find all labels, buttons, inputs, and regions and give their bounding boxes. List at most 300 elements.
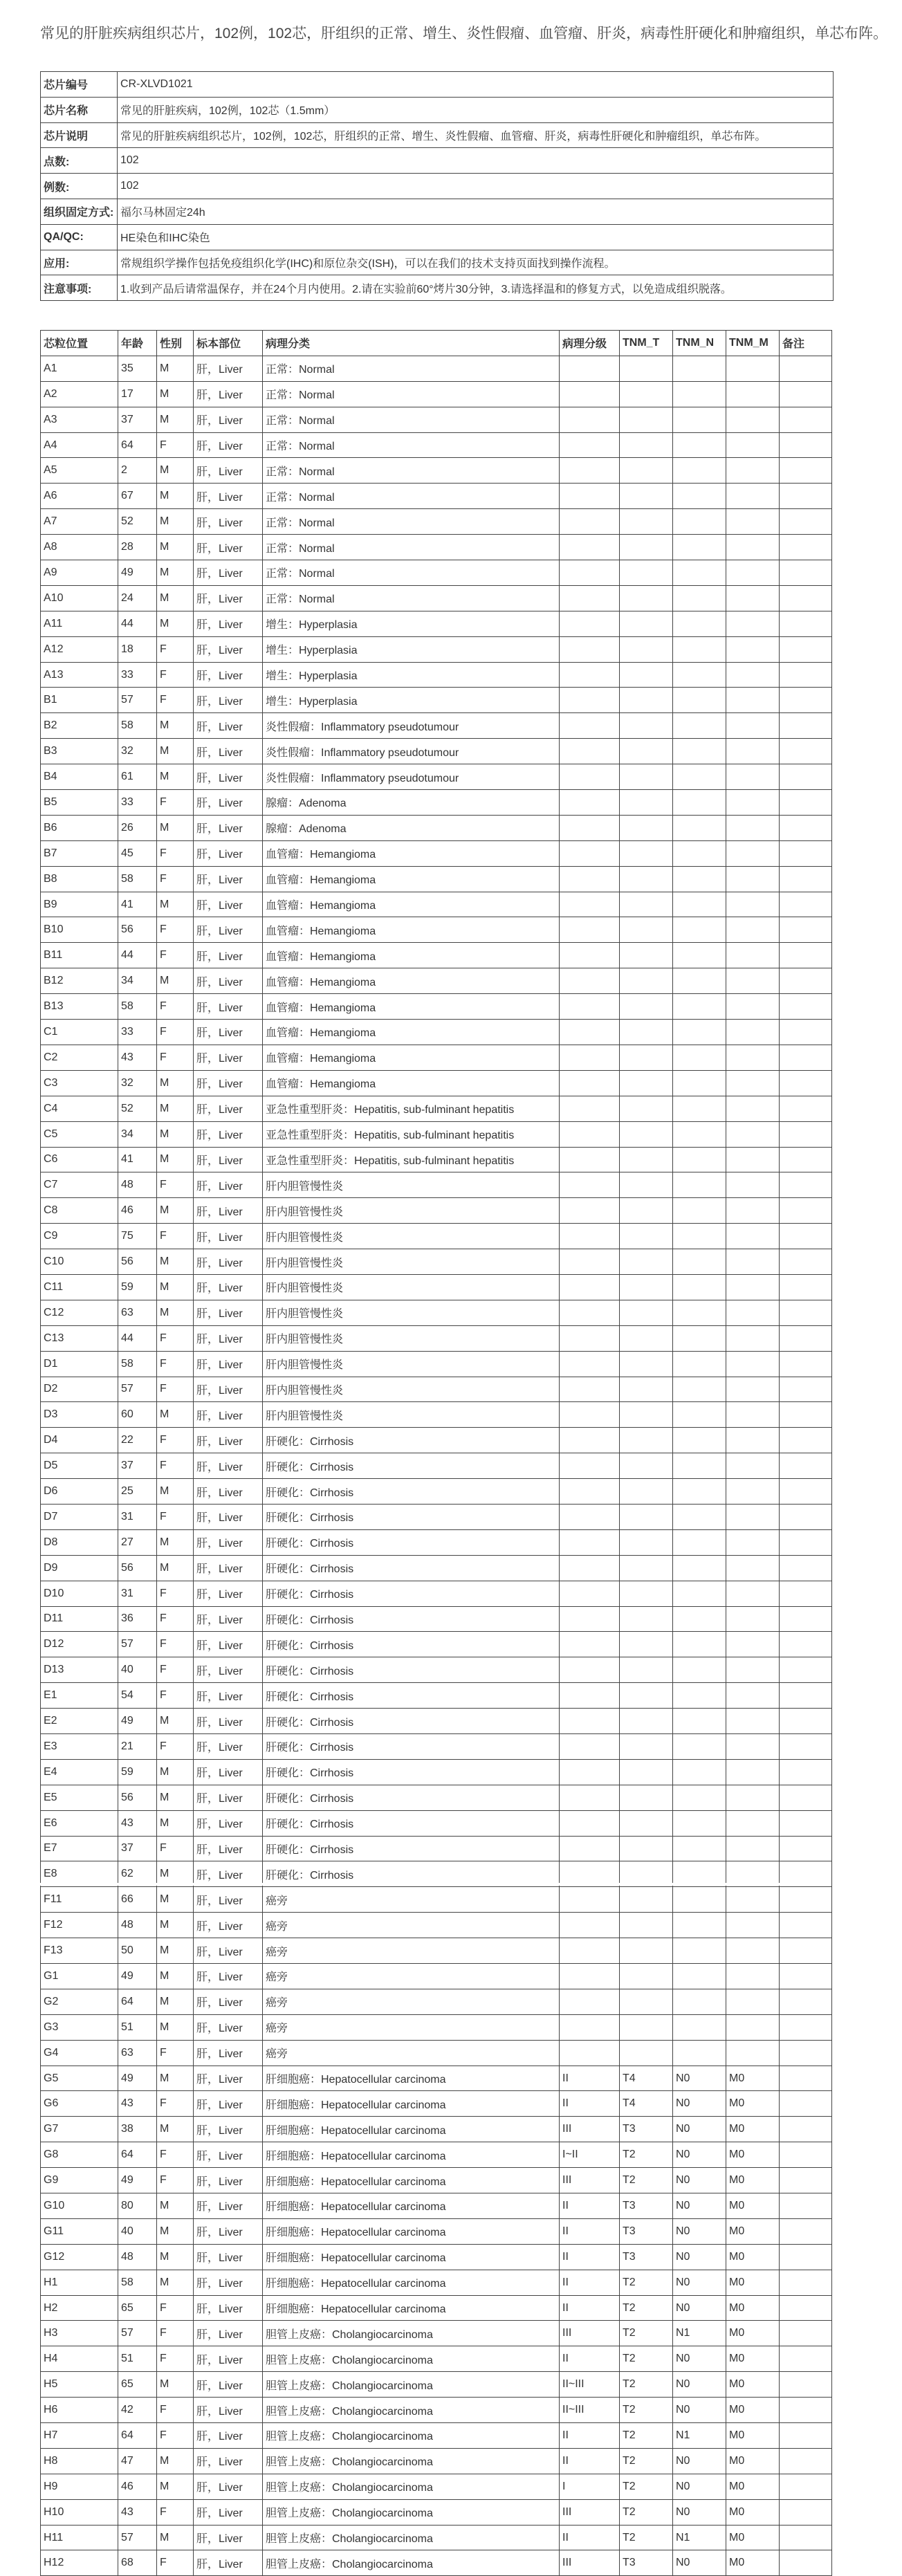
- table-cell: B9: [41, 892, 118, 917]
- table-cell: 肝硬化：Cirrhosis: [263, 1861, 560, 1887]
- table-cell: H9: [41, 2474, 118, 2499]
- info-label: 例数:: [41, 174, 118, 199]
- table-cell: [560, 1224, 620, 1249]
- table-cell: [620, 585, 673, 611]
- table-cell: [673, 1964, 726, 1989]
- table-row: [41, 840, 832, 866]
- info-value: 102: [118, 174, 834, 199]
- table-cell: [620, 1274, 673, 1300]
- info-row: [41, 97, 834, 122]
- table-cell: 肝，Liver: [194, 2014, 263, 2040]
- table-cell: [726, 764, 780, 790]
- table-cell: [780, 2372, 832, 2398]
- table-cell: [673, 1606, 726, 1632]
- table-cell: [620, 1198, 673, 1224]
- table-cell: 肝，Liver: [194, 1913, 263, 1938]
- table-cell: [620, 1683, 673, 1709]
- table-row: [41, 1351, 832, 1377]
- table-cell: [780, 2014, 832, 2040]
- table-cell: [673, 1709, 726, 1734]
- table-cell: [726, 866, 780, 892]
- table-cell: 63: [118, 2040, 157, 2066]
- table-cell: [726, 815, 780, 840]
- table-cell: F: [157, 1325, 194, 1351]
- table-cell: 肝，Liver: [194, 356, 263, 381]
- info-label: 点数:: [41, 148, 118, 174]
- table-cell: 胆管上皮癌：Cholangiocarcinoma: [263, 2372, 560, 2398]
- table-cell: 25: [118, 1479, 157, 1505]
- info-label: 组织固定方式:: [41, 199, 118, 224]
- table-cell: [780, 1733, 832, 1759]
- table-row: [41, 2525, 832, 2550]
- table-cell: 51: [118, 2014, 157, 2040]
- table-cell: II: [560, 2193, 620, 2219]
- table-cell: [726, 484, 780, 509]
- table-row: [41, 1529, 832, 1555]
- table-cell: [780, 2525, 832, 2550]
- table-cell: 肝，Liver: [194, 2474, 263, 2499]
- table-cell: [726, 1504, 780, 1529]
- info-value: 常见的肝脏疾病组织芯片，102例，102芯，肝组织的正常、增生、炎性假瘤、血管瘤、肝炎，病毒性肝硬化和肿瘤组织，单芯布阵。: [118, 122, 834, 148]
- table-cell: D9: [41, 1555, 118, 1581]
- table-row: [41, 739, 832, 764]
- table-cell: 肝，Liver: [194, 1529, 263, 1555]
- info-row: [41, 72, 834, 98]
- table-cell: [560, 2014, 620, 2040]
- table-cell: II: [560, 2295, 620, 2321]
- table-cell: 64: [118, 432, 157, 458]
- table-cell: [673, 1989, 726, 2014]
- table-cell: [560, 1172, 620, 1198]
- table-cell: 41: [118, 892, 157, 917]
- table-cell: M: [157, 1989, 194, 2014]
- table-cell: [780, 1938, 832, 1964]
- table-cell: [620, 1325, 673, 1351]
- table-cell: 血管瘤：Hemangioma: [263, 994, 560, 1020]
- table-cell: [673, 2014, 726, 2040]
- table-cell: 肝内胆管慢性炎: [263, 1172, 560, 1198]
- table-cell: [673, 560, 726, 586]
- table-cell: 肝，Liver: [194, 1887, 263, 1913]
- table-cell: [673, 968, 726, 994]
- table-cell: [726, 1172, 780, 1198]
- table-cell: [780, 2423, 832, 2449]
- table-cell: [560, 356, 620, 381]
- table-cell: 正常：Normal: [263, 535, 560, 560]
- table-row: [41, 2346, 832, 2372]
- table-cell: 正常：Normal: [263, 585, 560, 611]
- table-row: [41, 1683, 832, 1709]
- table-cell: [560, 509, 620, 535]
- table-row: [41, 943, 832, 968]
- table-cell: M0: [726, 2423, 780, 2449]
- table-cell: 胆管上皮癌：Cholangiocarcinoma: [263, 2499, 560, 2525]
- table-cell: 肝，Liver: [194, 994, 263, 1020]
- table-cell: [620, 1733, 673, 1759]
- table-cell: [560, 1070, 620, 1096]
- table-cell: [780, 535, 832, 560]
- table-row: [41, 1377, 832, 1402]
- table-cell: [620, 1453, 673, 1479]
- table-cell: [780, 611, 832, 636]
- table-cell: 49: [118, 1709, 157, 1734]
- table-cell: 肝，Liver: [194, 1402, 263, 1428]
- table-cell: [780, 739, 832, 764]
- table-row: [41, 968, 832, 994]
- table-cell: [780, 790, 832, 816]
- table-cell: 80: [118, 2193, 157, 2219]
- table-cell: [726, 739, 780, 764]
- table-cell: C12: [41, 1300, 118, 1325]
- table-cell: [780, 2499, 832, 2525]
- table-cell: [620, 1606, 673, 1632]
- table-cell: [673, 1351, 726, 1377]
- table-cell: [620, 1581, 673, 1606]
- table-cell: [673, 1020, 726, 1045]
- table-row: [41, 1938, 832, 1964]
- table-cell: 癌旁: [263, 2014, 560, 2040]
- table-cell: [620, 636, 673, 662]
- table-cell: 49: [118, 1964, 157, 1989]
- table-cell: [673, 407, 726, 432]
- column-header: 备注: [780, 331, 832, 356]
- table-cell: [726, 1300, 780, 1325]
- table-cell: [560, 1020, 620, 1045]
- table-cell: [780, 2091, 832, 2117]
- table-cell: 正常：Normal: [263, 560, 560, 586]
- table-cell: T2: [620, 2398, 673, 2423]
- table-cell: 肝，Liver: [194, 432, 263, 458]
- table-cell: 肝，Liver: [194, 2091, 263, 2117]
- table-cell: H5: [41, 2372, 118, 2398]
- table-cell: 58: [118, 1351, 157, 1377]
- table-cell: [673, 1402, 726, 1428]
- table-cell: D5: [41, 1453, 118, 1479]
- table-cell: [780, 662, 832, 688]
- table-cell: [780, 1810, 832, 1836]
- table-cell: E7: [41, 1836, 118, 1861]
- info-row: [41, 275, 834, 301]
- table-cell: [726, 1070, 780, 1096]
- table-cell: 肝，Liver: [194, 1733, 263, 1759]
- table-cell: F: [157, 1045, 194, 1070]
- table-cell: [560, 662, 620, 688]
- table-cell: 62: [118, 1861, 157, 1887]
- table-cell: A7: [41, 509, 118, 535]
- table-cell: II: [560, 2423, 620, 2449]
- table-cell: N1: [673, 2321, 726, 2346]
- table-cell: 33: [118, 662, 157, 688]
- table-cell: 肝，Liver: [194, 2193, 263, 2219]
- table-cell: [620, 1709, 673, 1734]
- table-cell: H6: [41, 2398, 118, 2423]
- info-label: 芯片名称: [41, 97, 118, 122]
- table-cell: [780, 2168, 832, 2193]
- table-cell: [560, 1964, 620, 1989]
- table-cell: [620, 688, 673, 713]
- table-cell: F: [157, 1581, 194, 1606]
- table-cell: [780, 2398, 832, 2423]
- table-cell: 17: [118, 381, 157, 407]
- table-cell: [620, 815, 673, 840]
- table-cell: M0: [726, 2550, 780, 2576]
- table-cell: 52: [118, 1096, 157, 1121]
- table-cell: 肝，Liver: [194, 1555, 263, 1581]
- table-cell: [726, 1428, 780, 1453]
- table-cell: F: [157, 2398, 194, 2423]
- table-cell: D7: [41, 1504, 118, 1529]
- table-cell: [620, 1632, 673, 1657]
- table-cell: T2: [620, 2346, 673, 2372]
- table-cell: D11: [41, 1606, 118, 1632]
- table-cell: [620, 892, 673, 917]
- table-cell: 40: [118, 2218, 157, 2244]
- table-cell: 肝，Liver: [194, 1683, 263, 1709]
- table-cell: 肝硬化：Cirrhosis: [263, 1836, 560, 1861]
- table-cell: M: [157, 509, 194, 535]
- table-cell: G8: [41, 2142, 118, 2168]
- table-cell: [560, 1683, 620, 1709]
- table-cell: F: [157, 1504, 194, 1529]
- table-cell: 64: [118, 1989, 157, 2014]
- table-cell: M: [157, 1198, 194, 1224]
- table-cell: 肝，Liver: [194, 1810, 263, 1836]
- table-cell: [726, 892, 780, 917]
- table-cell: [780, 381, 832, 407]
- table-cell: I~II: [560, 2142, 620, 2168]
- table-cell: [620, 662, 673, 688]
- table-cell: 肝，Liver: [194, 407, 263, 432]
- table-cell: [560, 892, 620, 917]
- table-cell: [560, 1096, 620, 1121]
- table-cell: [726, 535, 780, 560]
- table-cell: E2: [41, 1709, 118, 1734]
- table-cell: E1: [41, 1683, 118, 1709]
- table-cell: [673, 1274, 726, 1300]
- table-cell: 肝，Liver: [194, 2423, 263, 2449]
- table-cell: 肝，Liver: [194, 2372, 263, 2398]
- table-cell: [560, 1045, 620, 1070]
- table-cell: 肝，Liver: [194, 1581, 263, 1606]
- table-cell: 57: [118, 2525, 157, 2550]
- table-cell: M: [157, 2525, 194, 2550]
- table-cell: [780, 2193, 832, 2219]
- table-row: [41, 1657, 832, 1683]
- table-cell: [780, 1479, 832, 1505]
- table-cell: [780, 1172, 832, 1198]
- table-cell: [620, 840, 673, 866]
- table-cell: N0: [673, 2550, 726, 2576]
- table-row: [41, 713, 832, 739]
- table-cell: F11: [41, 1887, 118, 1913]
- table-cell: H8: [41, 2448, 118, 2474]
- table-cell: F: [157, 1224, 194, 1249]
- table-cell: 肝，Liver: [194, 688, 263, 713]
- table-cell: N0: [673, 2142, 726, 2168]
- table-cell: 腺瘤：Adenoma: [263, 790, 560, 816]
- table-cell: 肝，Liver: [194, 1632, 263, 1657]
- table-cell: C4: [41, 1096, 118, 1121]
- table-cell: M0: [726, 2346, 780, 2372]
- table-cell: 肝硬化：Cirrhosis: [263, 1555, 560, 1581]
- table-cell: II: [560, 2244, 620, 2270]
- table-cell: [726, 2040, 780, 2066]
- table-cell: [726, 1249, 780, 1275]
- table-cell: 肝，Liver: [194, 1249, 263, 1275]
- table-cell: F: [157, 866, 194, 892]
- table-cell: 肝硬化：Cirrhosis: [263, 1785, 560, 1810]
- table-cell: 肝，Liver: [194, 2168, 263, 2193]
- table-cell: M: [157, 1887, 194, 1913]
- table-row: [41, 688, 832, 713]
- table-cell: 癌旁: [263, 1989, 560, 2014]
- table-cell: [780, 1453, 832, 1479]
- table-cell: M: [157, 1300, 194, 1325]
- table-cell: 腺瘤：Adenoma: [263, 815, 560, 840]
- table-cell: [780, 585, 832, 611]
- table-cell: E6: [41, 1810, 118, 1836]
- table-cell: [560, 1913, 620, 1938]
- table-cell: [726, 1785, 780, 1810]
- table-cell: [673, 1121, 726, 1147]
- table-cell: 肝，Liver: [194, 1709, 263, 1734]
- table-cell: [726, 636, 780, 662]
- table-cell: 肝，Liver: [194, 484, 263, 509]
- table-cell: 胆管上皮癌：Cholangiocarcinoma: [263, 2398, 560, 2423]
- table-cell: B3: [41, 739, 118, 764]
- column-header: 年龄: [118, 331, 157, 356]
- table-row: [41, 1300, 832, 1325]
- table-cell: [560, 994, 620, 1020]
- table-cell: T2: [620, 2474, 673, 2499]
- table-cell: 肝，Liver: [194, 509, 263, 535]
- table-cell: 46: [118, 2474, 157, 2499]
- table-cell: B10: [41, 917, 118, 943]
- table-cell: B12: [41, 968, 118, 994]
- table-cell: 31: [118, 1581, 157, 1606]
- table-cell: [620, 407, 673, 432]
- table-cell: 57: [118, 688, 157, 713]
- table-cell: [726, 662, 780, 688]
- table-cell: [620, 1402, 673, 1428]
- table-cell: 肝，Liver: [194, 713, 263, 739]
- table-cell: F: [157, 2091, 194, 2117]
- table-cell: [673, 1453, 726, 1479]
- table-cell: [726, 790, 780, 816]
- table-cell: [620, 1020, 673, 1045]
- table-cell: [673, 1759, 726, 1785]
- table-row: [41, 2448, 832, 2474]
- table-cell: M0: [726, 2142, 780, 2168]
- table-cell: [560, 1147, 620, 1172]
- table-row: [41, 764, 832, 790]
- scroll-seam: [40, 1883, 831, 1886]
- table-cell: 增生：Hyperplasia: [263, 662, 560, 688]
- info-row: [41, 250, 834, 275]
- table-cell: M0: [726, 2091, 780, 2117]
- table-cell: 37: [118, 407, 157, 432]
- table-cell: [560, 636, 620, 662]
- table-cell: II~III: [560, 2398, 620, 2423]
- table-cell: 血管瘤：Hemangioma: [263, 1020, 560, 1045]
- table-cell: [620, 968, 673, 994]
- table-cell: [560, 917, 620, 943]
- table-cell: 癌旁: [263, 1887, 560, 1913]
- table-cell: II: [560, 2270, 620, 2295]
- table-cell: [560, 1504, 620, 1529]
- table-row: [41, 2321, 832, 2346]
- table-cell: 肝，Liver: [194, 2321, 263, 2346]
- table-cell: [726, 1325, 780, 1351]
- table-cell: [780, 815, 832, 840]
- table-cell: 26: [118, 815, 157, 840]
- table-row: [41, 1020, 832, 1045]
- table-cell: D12: [41, 1632, 118, 1657]
- table-cell: F: [157, 2346, 194, 2372]
- table-cell: [780, 2244, 832, 2270]
- table-cell: [673, 739, 726, 764]
- table-cell: 27: [118, 1529, 157, 1555]
- table-cell: 肝，Liver: [194, 968, 263, 994]
- table-cell: [620, 356, 673, 381]
- table-cell: F: [157, 1377, 194, 1402]
- table-cell: A6: [41, 484, 118, 509]
- table-cell: 57: [118, 2321, 157, 2346]
- table-cell: [780, 1709, 832, 1734]
- table-cell: [560, 713, 620, 739]
- table-cell: M0: [726, 2321, 780, 2346]
- table-cell: [673, 535, 726, 560]
- table-cell: F: [157, 2295, 194, 2321]
- table-cell: 42: [118, 2398, 157, 2423]
- table-cell: M: [157, 1861, 194, 1887]
- table-cell: E4: [41, 1759, 118, 1785]
- table-cell: 肝内胆管慢性炎: [263, 1198, 560, 1224]
- table-cell: 45: [118, 840, 157, 866]
- table-cell: [780, 943, 832, 968]
- table-cell: [726, 509, 780, 535]
- table-cell: [560, 611, 620, 636]
- table-cell: A3: [41, 407, 118, 432]
- table-cell: 胆管上皮癌：Cholangiocarcinoma: [263, 2550, 560, 2576]
- table-cell: [620, 1657, 673, 1683]
- table-row: [41, 662, 832, 688]
- column-header: 病理分级: [560, 331, 620, 356]
- table-cell: [560, 535, 620, 560]
- table-cell: [620, 1479, 673, 1505]
- table-cell: N0: [673, 2244, 726, 2270]
- table-cell: 肝，Liver: [194, 611, 263, 636]
- table-cell: [780, 1325, 832, 1351]
- table-cell: [560, 1938, 620, 1964]
- table-cell: B2: [41, 713, 118, 739]
- table-cell: [620, 2040, 673, 2066]
- table-cell: T3: [620, 2117, 673, 2142]
- table-cell: [780, 2474, 832, 2499]
- table-cell: 肝，Liver: [194, 2550, 263, 2576]
- table-cell: 肝硬化：Cirrhosis: [263, 1504, 560, 1529]
- table-cell: [560, 1529, 620, 1555]
- table-cell: F: [157, 943, 194, 968]
- table-cell: [780, 636, 832, 662]
- table-row: [41, 1632, 832, 1657]
- info-value: 福尔马林固定24h: [118, 199, 834, 224]
- table-cell: 肝，Liver: [194, 815, 263, 840]
- table-cell: 肝，Liver: [194, 1070, 263, 1096]
- table-cell: M: [157, 2448, 194, 2474]
- table-cell: [726, 1147, 780, 1172]
- info-value: 常见的肝脏疾病，102例，102芯（1.5mm）: [118, 97, 834, 122]
